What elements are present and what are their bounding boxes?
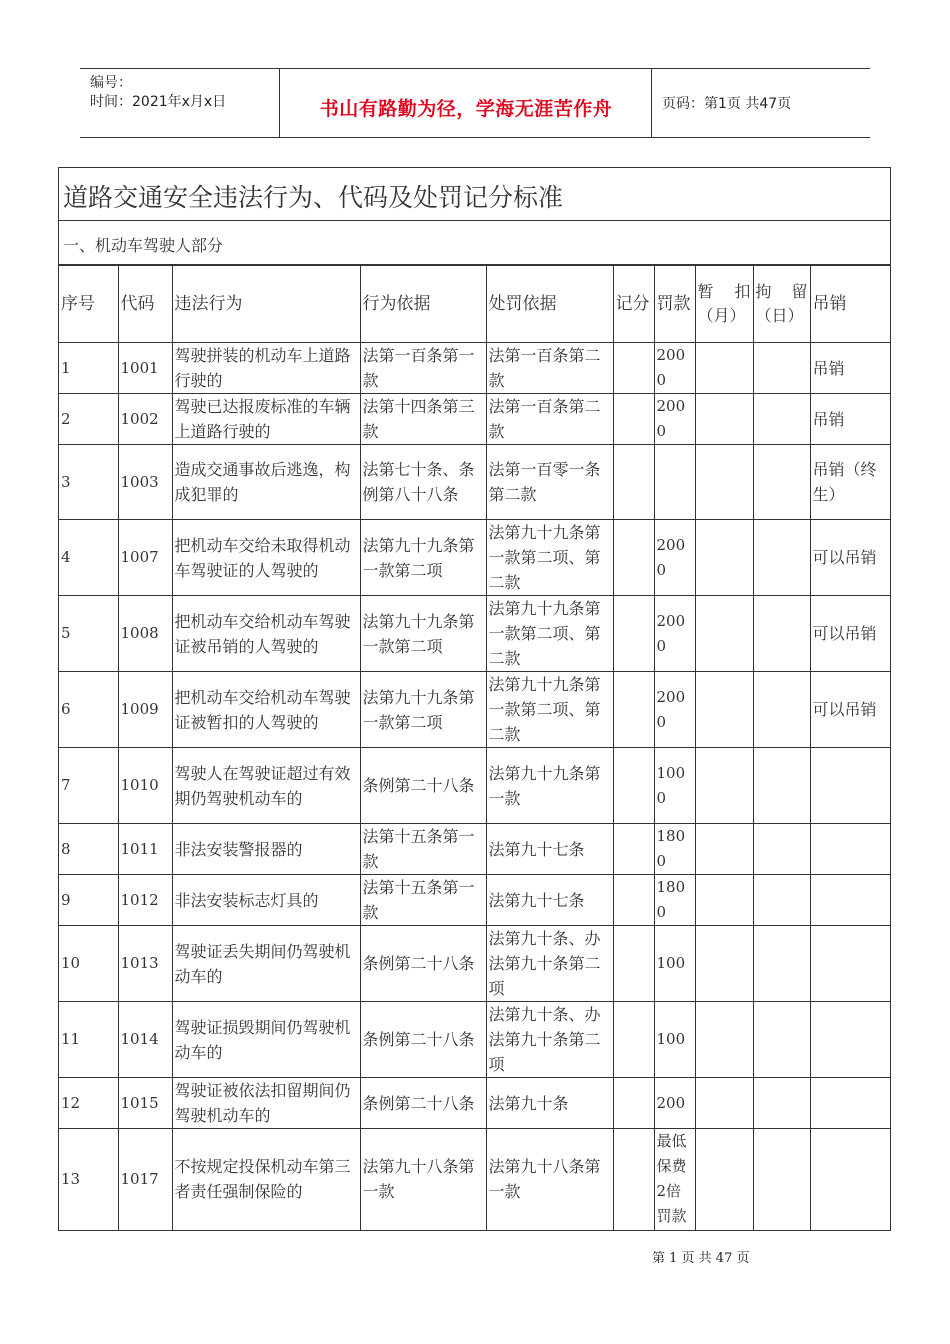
cell-detention <box>753 1129 810 1230</box>
cell-fine: 1800 <box>654 875 695 926</box>
col-header-violation: 违法行为 <box>172 266 360 343</box>
cell-violation: 非法安装警报器的 <box>172 824 360 875</box>
cell-points <box>613 1078 654 1129</box>
cell-penalty-basis: 法第一百条第二款 <box>486 343 613 394</box>
cell-penalty-basis: 法第九十条、办法第九十条第二项 <box>486 926 613 1002</box>
cell-code: 1013 <box>118 926 172 1002</box>
cell-suspension <box>695 343 753 394</box>
table-row <box>59 875 890 926</box>
cell-suspension <box>695 1078 753 1129</box>
cell-index: 13 <box>59 1129 118 1230</box>
cell-penalty-basis: 法第一百条第二款 <box>486 394 613 445</box>
penalty-standard-table <box>58 167 891 1231</box>
page-footer: 第 1 页 共 47 页 <box>652 1251 750 1266</box>
cell-fine: 2000 <box>654 672 695 748</box>
col-header-detention: 拘留（日） <box>753 266 810 343</box>
cell-points <box>613 394 654 445</box>
cell-violation: 驾驶已达报废标准的车辆上道路行驶的 <box>172 394 360 445</box>
cell-detention <box>753 748 810 824</box>
cell-code: 1014 <box>118 1002 172 1078</box>
col-header-points: 记分 <box>613 266 654 343</box>
cell-points <box>613 926 654 1002</box>
document-code-label: 编号： <box>90 75 132 91</box>
cell-penalty-basis: 法第九十七条 <box>486 824 613 875</box>
header-left-cell <box>80 69 280 137</box>
cell-detention <box>753 875 810 926</box>
cell-revocation: 吊销 <box>810 343 890 394</box>
cell-basis: 条例第二十八条 <box>360 748 486 824</box>
cell-detention <box>753 1078 810 1129</box>
table-row <box>59 1002 890 1078</box>
cell-fine: 2000 <box>654 394 695 445</box>
cell-fine: 2000 <box>654 520 695 596</box>
cell-detention <box>753 445 810 520</box>
cell-fine <box>654 445 695 520</box>
cell-basis: 法第十五条第一款 <box>360 875 486 926</box>
cell-violation: 驾驶人在驾驶证超过有效期仍驾驶机动车的 <box>172 748 360 824</box>
cell-basis: 条例第二十八条 <box>360 926 486 1002</box>
cell-suspension <box>695 875 753 926</box>
document-title: 道路交通安全违法行为、代码及处罚记分标准 <box>59 168 890 221</box>
table-row <box>59 672 890 748</box>
cell-penalty-basis: 法第九十九条第一款 <box>486 748 613 824</box>
cell-code: 1007 <box>118 520 172 596</box>
cell-penalty-basis: 法第九十九条第一款第二项、第二款 <box>486 520 613 596</box>
cell-revocation <box>810 875 890 926</box>
cell-violation: 把机动车交给未取得机动车驾驶证的人驾驶的 <box>172 520 360 596</box>
cell-violation: 造成交通事故后逃逸，构成犯罪的 <box>172 445 360 520</box>
cell-violation: 驾驶证损毁期间仍驾驶机动车的 <box>172 1002 360 1078</box>
cell-points <box>613 445 654 520</box>
cell-fine: 100 <box>654 926 695 1002</box>
cell-index: 9 <box>59 875 118 926</box>
cell-violation: 驾驶证丢失期间仍驾驶机动车的 <box>172 926 360 1002</box>
cell-code: 1012 <box>118 875 172 926</box>
cell-revocation <box>810 824 890 875</box>
cell-code: 1003 <box>118 445 172 520</box>
cell-revocation: 吊销 <box>810 394 890 445</box>
cell-penalty-basis: 法第九十八条第一款 <box>486 1129 613 1230</box>
cell-revocation <box>810 1129 890 1230</box>
header-center-cell <box>280 69 652 137</box>
header-motto: 书山有路勤为径，学海无涯苦作舟 <box>319 98 613 120</box>
cell-penalty-basis: 法第一百零一条第二款 <box>486 445 613 520</box>
cell-index: 6 <box>59 672 118 748</box>
cell-suspension <box>695 596 753 672</box>
cell-fine: 1000 <box>654 748 695 824</box>
cell-code: 1011 <box>118 824 172 875</box>
table-row <box>59 596 890 672</box>
cell-revocation <box>810 1078 890 1129</box>
cell-penalty-basis: 法第九十条、办法第九十条第二项 <box>486 1002 613 1078</box>
cell-fine: 最低保费2倍罚款 <box>654 1129 695 1230</box>
cell-index: 3 <box>59 445 118 520</box>
cell-violation: 驾驶证被依法扣留期间仍驾驶机动车的 <box>172 1078 360 1129</box>
cell-index: 10 <box>59 926 118 1002</box>
cell-violation: 驾驶拼装的机动车上道路行驶的 <box>172 343 360 394</box>
violation-table <box>59 265 890 1230</box>
cell-index: 12 <box>59 1078 118 1129</box>
cell-suspension <box>695 926 753 1002</box>
cell-suspension <box>695 824 753 875</box>
table-row <box>59 520 890 596</box>
cell-points <box>613 1129 654 1230</box>
cell-basis: 法第九十九条第一款第二项 <box>360 672 486 748</box>
cell-suspension <box>695 1002 753 1078</box>
cell-revocation <box>810 926 890 1002</box>
cell-basis: 条例第二十八条 <box>360 1078 486 1129</box>
document-date: 时间：2021年x月x日 <box>90 94 227 110</box>
cell-basis: 法第七十条、条例第八十八条 <box>360 445 486 520</box>
cell-detention <box>753 926 810 1002</box>
cell-points <box>613 748 654 824</box>
table-row <box>59 445 890 520</box>
cell-violation: 不按规定投保机动车第三者责任强制保险的 <box>172 1129 360 1230</box>
col-header-revocation: 吊销 <box>810 266 890 343</box>
cell-basis: 法第十五条第一款 <box>360 824 486 875</box>
col-header-basis: 行为依据 <box>360 266 486 343</box>
cell-points <box>613 520 654 596</box>
cell-fine: 2000 <box>654 343 695 394</box>
cell-index: 4 <box>59 520 118 596</box>
cell-code: 1002 <box>118 394 172 445</box>
cell-penalty-basis: 法第九十七条 <box>486 875 613 926</box>
cell-index: 8 <box>59 824 118 875</box>
cell-code: 1017 <box>118 1129 172 1230</box>
section-heading: 一、机动车驾驶人部分 <box>59 221 890 265</box>
table-row <box>59 394 890 445</box>
cell-code: 1008 <box>118 596 172 672</box>
cell-index: 2 <box>59 394 118 445</box>
col-header-fine: 罚款 <box>654 266 695 343</box>
cell-points <box>613 875 654 926</box>
cell-points <box>613 672 654 748</box>
cell-violation: 把机动车交给机动车驾驶证被暂扣的人驾驶的 <box>172 672 360 748</box>
cell-detention <box>753 520 810 596</box>
cell-code: 1009 <box>118 672 172 748</box>
table-row <box>59 926 890 1002</box>
cell-fine: 2000 <box>654 596 695 672</box>
cell-suspension <box>695 672 753 748</box>
cell-basis: 法第九十八条第一款 <box>360 1129 486 1230</box>
cell-basis: 条例第二十八条 <box>360 1002 486 1078</box>
cell-code: 1001 <box>118 343 172 394</box>
table-row <box>59 748 890 824</box>
cell-suspension <box>695 394 753 445</box>
cell-violation: 非法安装标志灯具的 <box>172 875 360 926</box>
cell-index: 1 <box>59 343 118 394</box>
cell-basis: 法第十四条第三款 <box>360 394 486 445</box>
cell-penalty-basis: 法第九十九条第一款第二项、第二款 <box>486 672 613 748</box>
cell-revocation <box>810 1002 890 1078</box>
cell-index: 11 <box>59 1002 118 1078</box>
cell-points <box>613 343 654 394</box>
page-header <box>80 68 870 138</box>
cell-detention <box>753 1002 810 1078</box>
table-body <box>59 343 890 1230</box>
cell-index: 7 <box>59 748 118 824</box>
col-header-code: 代码 <box>118 266 172 343</box>
cell-code: 1010 <box>118 748 172 824</box>
table-row <box>59 343 890 394</box>
cell-revocation: 可以吊销 <box>810 596 890 672</box>
cell-fine: 1800 <box>654 824 695 875</box>
cell-revocation: 吊销（终生） <box>810 445 890 520</box>
cell-violation: 把机动车交给机动车驾驶证被吊销的人驾驶的 <box>172 596 360 672</box>
cell-detention <box>753 672 810 748</box>
cell-detention <box>753 343 810 394</box>
cell-points <box>613 1002 654 1078</box>
cell-fine: 100 <box>654 1002 695 1078</box>
cell-code: 1015 <box>118 1078 172 1129</box>
cell-suspension <box>695 520 753 596</box>
table-row <box>59 824 890 875</box>
header-right-cell <box>652 69 870 137</box>
cell-suspension <box>695 748 753 824</box>
table-row <box>59 1129 890 1230</box>
cell-basis: 法第九十九条第一款第二项 <box>360 596 486 672</box>
cell-fine: 200 <box>654 1078 695 1129</box>
table-header-row <box>59 266 890 343</box>
header-page-info: 页码：第1页 共47页 <box>662 96 792 112</box>
col-header-index: 序号 <box>59 266 118 343</box>
cell-basis: 法第九十九条第一款第二项 <box>360 520 486 596</box>
col-header-penalty-basis: 处罚依据 <box>486 266 613 343</box>
cell-detention <box>753 394 810 445</box>
cell-points <box>613 824 654 875</box>
cell-revocation <box>810 748 890 824</box>
cell-penalty-basis: 法第九十条 <box>486 1078 613 1129</box>
cell-points <box>613 596 654 672</box>
cell-suspension <box>695 1129 753 1230</box>
table-row <box>59 1078 890 1129</box>
cell-basis: 法第一百条第一款 <box>360 343 486 394</box>
cell-suspension <box>695 445 753 520</box>
cell-detention <box>753 824 810 875</box>
cell-penalty-basis: 法第九十九条第一款第二项、第二款 <box>486 596 613 672</box>
col-header-suspension: 暂扣（月） <box>695 266 753 343</box>
cell-revocation: 可以吊销 <box>810 672 890 748</box>
cell-index: 5 <box>59 596 118 672</box>
cell-detention <box>753 596 810 672</box>
cell-revocation: 可以吊销 <box>810 520 890 596</box>
